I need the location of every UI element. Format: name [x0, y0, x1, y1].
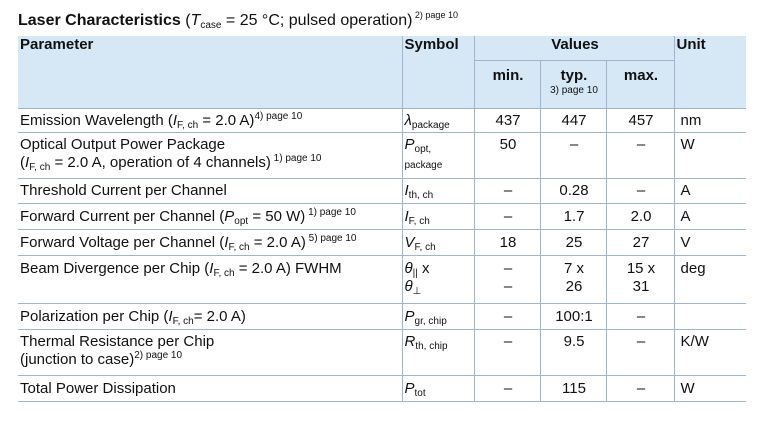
laser-characteristics-table [18, 36, 746, 402]
unit-cell: nm [674, 108, 746, 132]
table-row [18, 329, 746, 375]
typ-cell: 115 [540, 375, 606, 401]
param-rest: = 2.0 A) [198, 111, 255, 129]
header-row [18, 36, 746, 60]
param-rest: = 2.0 A) FWHM [234, 259, 342, 277]
table-row [18, 375, 746, 401]
unit-cell: A [674, 203, 746, 229]
typ-cell: 447 [540, 108, 606, 132]
symbol-x: x [417, 259, 430, 277]
param-text-2: (junction to case) [20, 350, 135, 368]
max-value-1: 15 x [626, 259, 656, 277]
table-row [18, 178, 746, 203]
symbol-var: I [404, 207, 409, 225]
typ-cell: 1.7 [540, 203, 606, 229]
param-footnote-ref: 4) page 10 [254, 110, 303, 122]
max-cell [606, 255, 674, 303]
param-text: Forward Current per Channel ( [20, 207, 225, 225]
param-var: I [209, 259, 214, 277]
param-sub: F, ch [29, 161, 51, 173]
header-values: Values [474, 36, 674, 60]
param-sub: F, ch [228, 241, 250, 253]
symbol-var: R [404, 332, 416, 350]
param-var: I [25, 153, 30, 171]
param-cell [18, 108, 402, 132]
symbol-var: λ [404, 111, 412, 129]
param-sub: F, ch [172, 315, 194, 327]
header-typ-label: typ. [560, 66, 588, 84]
typ-cell: 9.5 [540, 329, 606, 375]
typ-cell: 25 [540, 229, 606, 255]
param-text: Polarization per Chip ( [20, 307, 169, 325]
symbol-cell [402, 132, 474, 178]
symbol-sub: package [411, 119, 450, 131]
title-footnote-ref: 2) page 10 [412, 10, 458, 20]
title-cond-rest: = 25 °C; pulsed operation) [221, 12, 413, 29]
symbol-cell [402, 229, 474, 255]
param-text: Forward Voltage per Channel ( [20, 233, 225, 251]
param-cell [18, 255, 402, 303]
symbol-sub: opt, [414, 143, 432, 155]
min-cell: 18 [474, 229, 540, 255]
table-row [18, 203, 746, 229]
table-row [18, 229, 746, 255]
max-cell: – [606, 132, 674, 178]
max-cell: – [606, 375, 674, 401]
table-row [18, 108, 746, 132]
param-rest: = 2.0 A) [193, 307, 246, 325]
symbol-sub: tot [414, 387, 426, 399]
param-var: I [224, 233, 229, 251]
param-var: I [168, 307, 173, 325]
param-footnote-ref: 1) page 10 [305, 206, 356, 218]
param-rest: = 50 W) [248, 207, 306, 225]
unit-cell: W [674, 375, 746, 401]
min-value-2: – [503, 277, 513, 295]
typ-cell: 100:1 [540, 303, 606, 329]
max-cell: 457 [606, 108, 674, 132]
param-text-2: ( [20, 153, 25, 171]
max-value-2: 31 [632, 277, 650, 295]
symbol-var-2: θ [404, 277, 413, 295]
typ-cell [540, 255, 606, 303]
param-cell [18, 229, 402, 255]
header-parameter: Parameter [18, 36, 402, 108]
param-footnote-ref: 2) page 10 [134, 349, 183, 361]
typ-cell: – [540, 132, 606, 178]
param-footnote-ref: 1) page 10 [270, 152, 322, 164]
symbol-var: P [404, 379, 415, 397]
param-cell: Threshold Current per Channel [18, 178, 402, 203]
symbol-cell [402, 178, 474, 203]
max-cell: 2.0 [606, 203, 674, 229]
param-text: Optical Output Power Package [20, 135, 226, 153]
max-cell: – [606, 178, 674, 203]
header-typ-footnote: 3) page 10 [550, 84, 598, 96]
unit-cell: K/W [674, 329, 746, 375]
title-heading: Laser Characteristics [18, 12, 181, 29]
param-sub: opt [234, 215, 249, 227]
symbol-sub: F, ch [414, 241, 436, 253]
min-cell [474, 255, 540, 303]
typ-value-2: 26 [565, 277, 583, 295]
param-rest: = 2.0 A) [249, 233, 306, 251]
param-rest: = 2.0 A, operation of 4 channels) [50, 153, 271, 171]
min-cell: – [474, 303, 540, 329]
typ-value-1: 7 x [563, 259, 584, 277]
symbol-cell [402, 329, 474, 375]
symbol-var: V [404, 233, 415, 251]
min-cell: – [474, 178, 540, 203]
table-row [18, 132, 746, 178]
symbol-cell [402, 203, 474, 229]
param-sub: F, ch [177, 119, 199, 131]
symbol-sub-2: package [404, 159, 443, 171]
unit-cell: A [674, 178, 746, 203]
table-row [18, 255, 746, 303]
unit-cell: deg [674, 255, 746, 303]
param-footnote-ref: 5) page 10 [305, 232, 357, 244]
header-symbol: Symbol [402, 36, 474, 108]
title-cond-open: ( [180, 12, 191, 29]
param-cell [18, 203, 402, 229]
min-cell: – [474, 329, 540, 375]
param-cell [18, 132, 402, 178]
header-typ [540, 60, 606, 108]
header-min: min. [474, 60, 540, 108]
min-cell: 50 [474, 132, 540, 178]
symbol-sub-2: ⊥ [412, 285, 422, 297]
param-cell [18, 303, 402, 329]
param-var: I [172, 111, 178, 129]
param-text: Emission Wavelength ( [20, 111, 173, 129]
symbol-sub: th, chip [415, 340, 448, 352]
symbol-var: P [404, 135, 415, 153]
unit-cell: V [674, 229, 746, 255]
symbol-cell [402, 255, 474, 303]
param-var: P [224, 207, 235, 225]
param-sub: F, ch [213, 267, 235, 279]
symbol-sub: gr, chip [414, 315, 447, 327]
symbol-cell [402, 375, 474, 401]
symbol-sub: F, ch [408, 215, 430, 227]
symbol-var: P [404, 307, 415, 325]
title-cond-sub: case [200, 20, 222, 31]
symbol-cell [402, 303, 474, 329]
min-cell: – [474, 203, 540, 229]
param-text: Beam Divergence per Chip ( [20, 259, 210, 277]
title-cond-var: T [190, 12, 201, 29]
typ-cell: 0.28 [540, 178, 606, 203]
max-cell: 27 [606, 229, 674, 255]
min-cell: 437 [474, 108, 540, 132]
min-value-1: – [503, 259, 513, 277]
header-max: max. [606, 60, 674, 108]
param-cell: Total Power Dissipation [18, 375, 402, 401]
header-unit: Unit [674, 36, 746, 108]
max-cell: – [606, 329, 674, 375]
unit-cell [674, 303, 746, 329]
symbol-var: I [404, 181, 409, 199]
param-cell [18, 329, 402, 375]
table-title [18, 12, 458, 30]
param-text: Thermal Resistance per Chip [20, 332, 215, 350]
symbol-sub: th, ch [408, 189, 434, 201]
unit-cell: W [674, 132, 746, 178]
max-cell: – [606, 303, 674, 329]
min-cell: – [474, 375, 540, 401]
symbol-cell [402, 108, 474, 132]
symbol-var: θ [404, 259, 413, 277]
symbol-sub: || [412, 267, 418, 279]
table-row [18, 303, 746, 329]
